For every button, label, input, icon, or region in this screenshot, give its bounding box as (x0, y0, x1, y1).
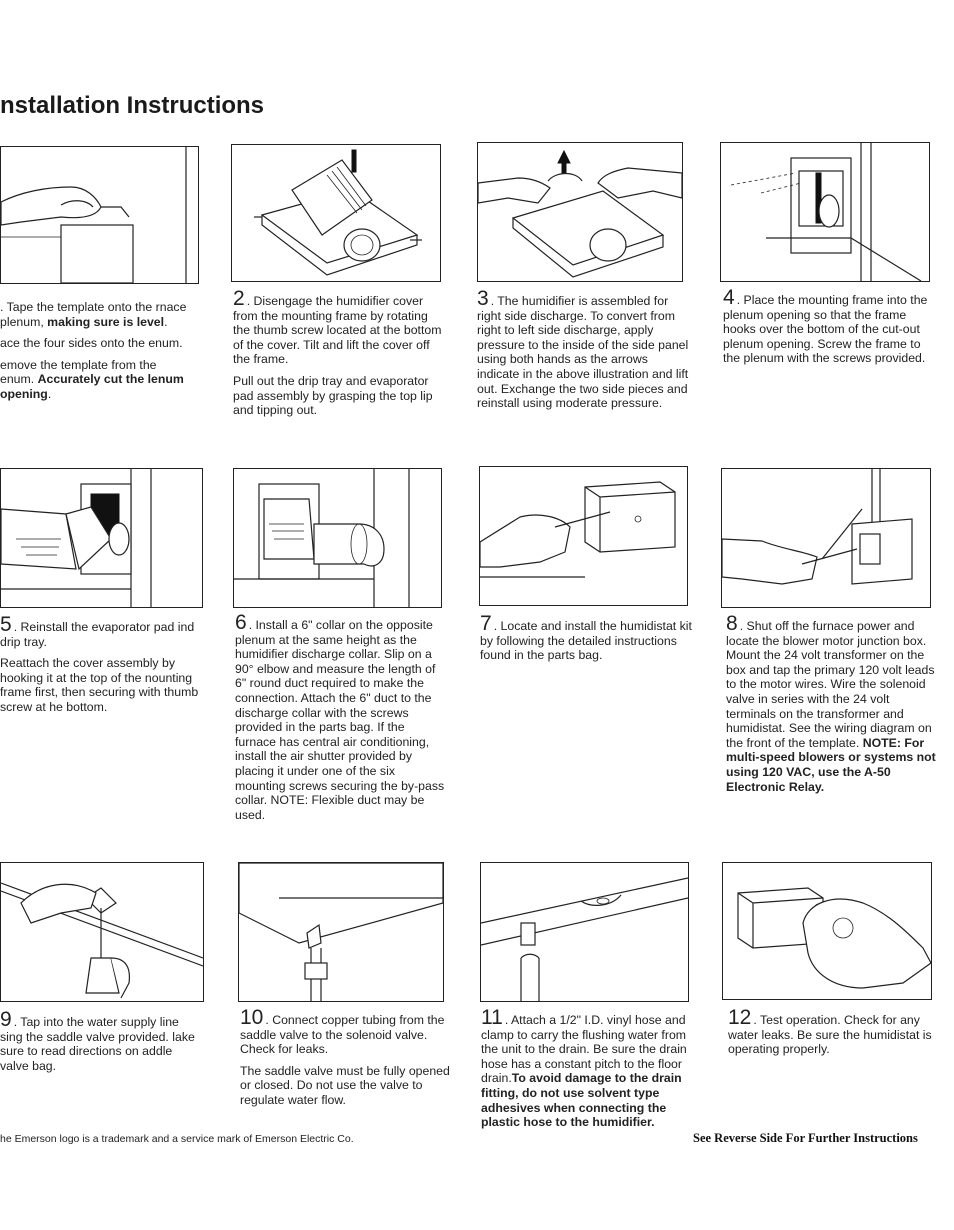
step-11-text (481, 1006, 693, 1137)
illustration-step-12 (722, 862, 932, 1000)
step-6-paragraph (235, 611, 447, 822)
illustration-step-11 (480, 862, 689, 1002)
illustration-step-2 (231, 144, 441, 282)
step-text-run: . Connect copper tubing from the saddle valve to the solenoid valve. Check for leaks. (240, 1013, 445, 1057)
step-9-text (0, 1008, 200, 1080)
step-text-run: The saddle valve must be fully opened or closed. Do not use the valve to regulate water flow. (240, 1063, 450, 1107)
illustration-step-3 (477, 142, 683, 282)
step-text-run: Pull out the drip tray and evaporator pad assembly by grasping the top lip and tipping out. (233, 373, 433, 418)
step-text-run: . (164, 314, 168, 329)
step-number: 11 (481, 1006, 503, 1029)
step-text-run: . Reinstall the evaporator pad ind drip tray. (0, 620, 195, 649)
step-text-run: Reattach the cover assembly by hooking it at the top of the nounting frame first, then securing with thumb screw at he bottom. (0, 656, 199, 714)
step-10-paragraph (240, 1006, 452, 1057)
illustration-step-9 (0, 862, 204, 1002)
step-4-text (723, 286, 935, 373)
step-text-run: . The humidifier is assembled for right side discharge. To convert from right to left side discharge, apply pressure to the inside of the side panel using both hands as the arrows indicate in the above illustration and lift out. Exchange the two side pieces and reinstall using moderate pressure. (477, 294, 689, 411)
step-1-paragraph (0, 358, 190, 402)
step-number: 10 (240, 1006, 264, 1029)
step-text-run: . Install a 6" collar on the opposite plenum at the same height as the humidifier discharge collar. Slip on a 90° elbow and measure the length of 6" round duct required to make the connection. Attach the 6" duct to the discharge collar with the screws provided in the parts bag. If the furnace has central air conditioning, install the air shutter provided by placing it under one of the six mounting screws securing the by-pass collar. NOTE: Flexible duct may be used. (235, 618, 445, 822)
step-number: 7 (480, 612, 492, 635)
step-text-run: . Locate and install the humidistat kit by following the detailed instructions found in the parts bag. (480, 619, 692, 663)
step-11-paragraph (481, 1006, 693, 1130)
step-text-run: . Tap into the water supply line sing the saddle valve provided. lake sure to read directions on addle valve bag. (0, 1015, 195, 1073)
illustration-step-5 (0, 468, 203, 608)
step-12-paragraph (728, 1006, 940, 1057)
step-text-run: . Shut off the furnace power and locate the blower motor junction box. Mount the 24 volt transformer on the box and tap the primary 120 volt leads to the motor wires. Wire the solenoid valve in series with the 24 volt terminals on the transformer and humidistat. See the wiring diagram on the front of the template. (726, 619, 935, 750)
step-text-run: making sure is level (47, 314, 165, 329)
step-12-text (728, 1006, 940, 1064)
step-text-run: ace the four sides onto the enum. (0, 336, 183, 351)
step-text-run: NOTE: For multi-speed blowers or systems not using 120 VAC, use the A-50 Electronic Relay. (726, 735, 936, 794)
step-text-run: . Test operation. Check for any water leaks. Be sure the humidistat is operating properly. (728, 1013, 932, 1057)
step-1-paragraph (0, 300, 190, 329)
step-8-paragraph (726, 612, 938, 794)
step-10-paragraph (240, 1064, 452, 1108)
step-number: 8 (726, 612, 738, 635)
step-5-text (0, 613, 200, 722)
illustration-step-7 (479, 466, 688, 606)
illustration-step-4 (720, 142, 930, 282)
trademark-note: he Emerson logo is a trademark and a service mark of Emerson Electric Co. (0, 1133, 354, 1145)
step-number: 6 (235, 611, 247, 634)
illustration-step-1 (0, 146, 199, 284)
step-text-run: Accurately cut the lenum opening (0, 372, 184, 401)
step-text-run: To avoid damage to the drain fitting, do not use solvent type adhesives when connecting the plastic hose to the humidifier. (481, 1071, 682, 1130)
step-6-text (235, 611, 447, 829)
step-number: 3 (477, 287, 489, 310)
step-number: 4 (723, 286, 735, 309)
step-5-paragraph (0, 613, 200, 649)
step-text-run: . Place the mounting frame into the plenum opening so that the frame hooks over the bottom of the cut-out plenum opening. Screw the frame to the plenum with the screws provided. (723, 293, 928, 366)
step-2-paragraph (233, 374, 445, 418)
step-7-paragraph (480, 612, 692, 663)
page-title: nstallation Instructions (0, 92, 265, 119)
step-number: 2 (233, 287, 245, 310)
step-text-run: . Tape the template onto the rnace plenum, (0, 300, 187, 329)
step-7-text (480, 612, 692, 670)
illustration-step-8 (721, 468, 931, 608)
step-1-text (0, 300, 190, 409)
illustration-step-6 (233, 468, 442, 608)
step-2-paragraph (233, 287, 445, 367)
step-3-text (477, 287, 689, 418)
illustration-step-10 (238, 862, 444, 1002)
step-text-run: . Disengage the humidifier cover from the mounting frame by rotating the thumb screw located at the bottom of the cover. Tilt and lift the cover off the frame. (233, 294, 442, 367)
step-text-run: emove the template from the enum. (0, 357, 157, 387)
reverse-side-note: See Reverse Side For Further Instructions (693, 1131, 918, 1145)
step-4-paragraph (723, 286, 935, 366)
step-2-text (233, 287, 445, 425)
step-number: 5 (0, 613, 12, 636)
step-10-text (240, 1006, 452, 1115)
step-8-text (726, 612, 938, 801)
step-9-paragraph (0, 1008, 200, 1073)
step-1-paragraph (0, 336, 190, 351)
step-number: 9 (0, 1008, 12, 1031)
step-3-paragraph (477, 287, 689, 411)
step-text-run: . (47, 386, 52, 401)
step-5-paragraph (0, 656, 200, 714)
step-number: 12 (728, 1006, 752, 1029)
step-text-run: . Attach a 1/2" I.D. vinyl hose and clamp to carry the flushing water from the unit to the drain. Be sure the drain hose has a constant pitch to the floor drain. (481, 1013, 687, 1086)
